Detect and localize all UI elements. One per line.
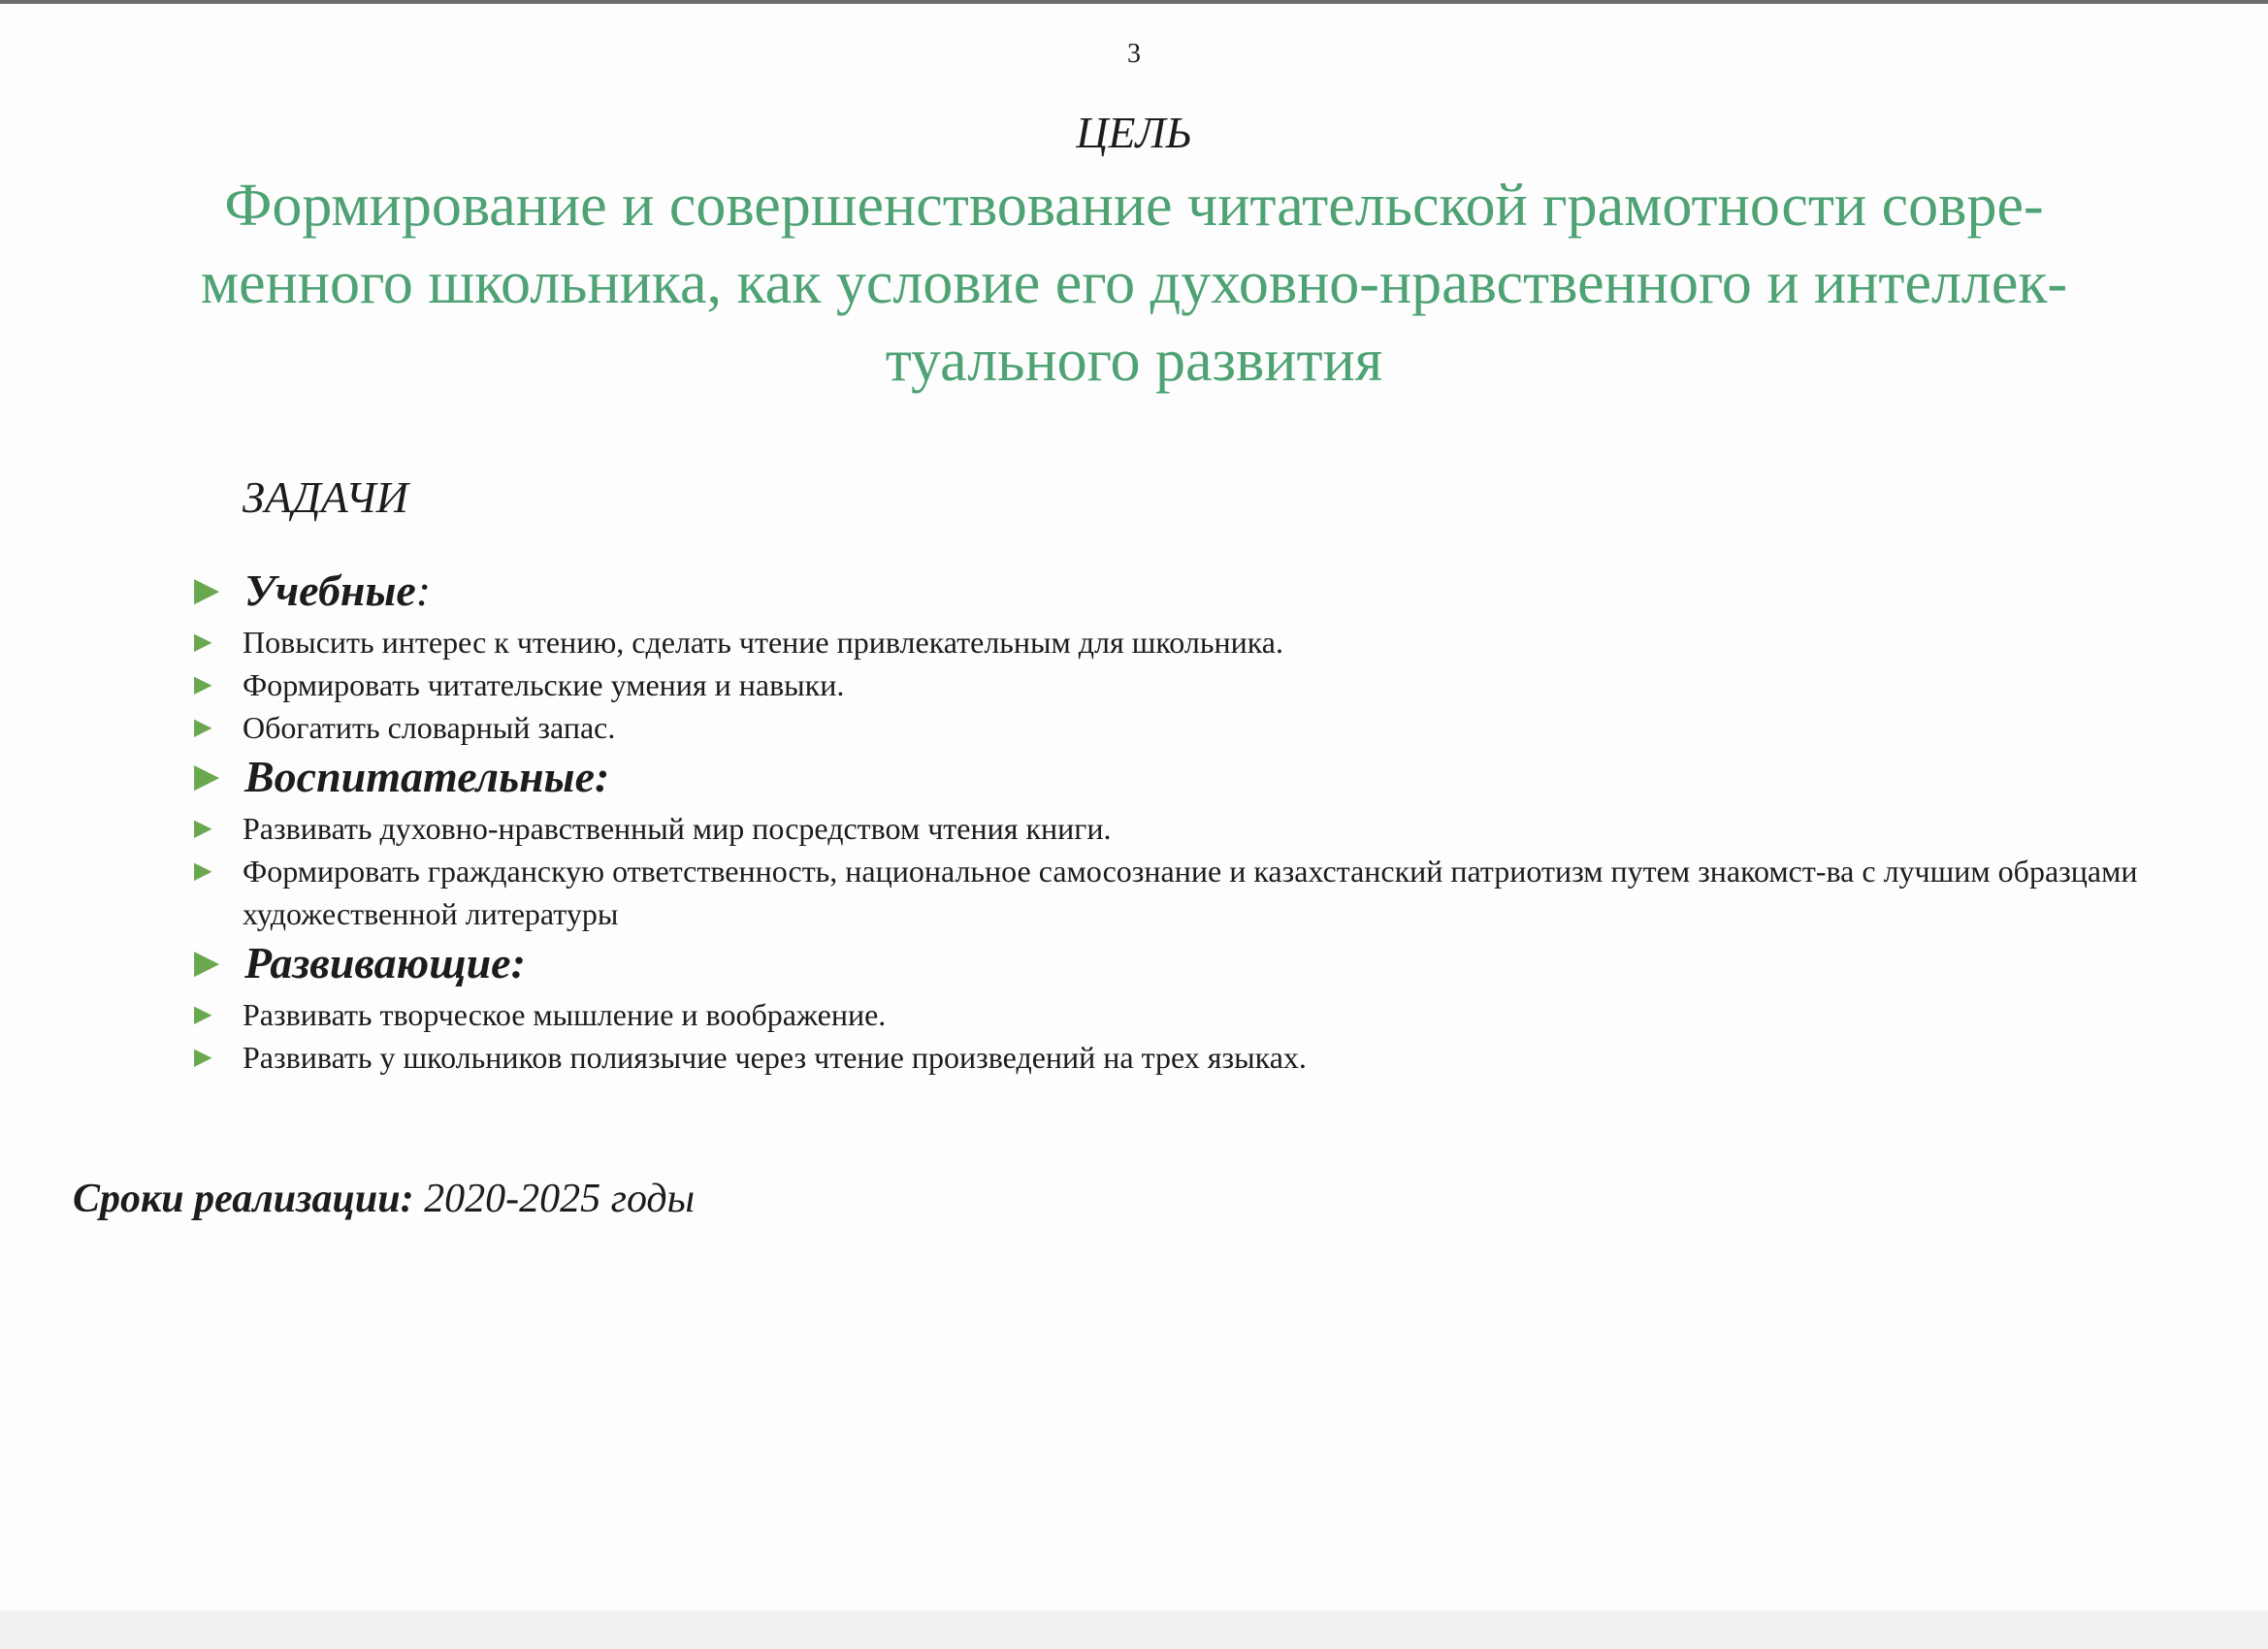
- page-number: 3: [1127, 39, 1141, 69]
- task-item: [194, 993, 2212, 1036]
- scan-top-edge: [0, 0, 2268, 4]
- goal-heading: ЦЕЛЬ: [1076, 108, 1192, 157]
- task-item-text: Развивать духовно-нравственный мир посредством чтения книги.: [243, 811, 1112, 846]
- task-list: [194, 563, 2212, 1079]
- task-item: [194, 663, 2212, 706]
- task-group-title-educational: [194, 563, 2212, 617]
- task-item-text: Обогатить словарный запас.: [243, 710, 616, 745]
- goal-line: Формирование и совершенствование читательской грамотности совре-: [224, 173, 2044, 239]
- task-item: [194, 706, 2212, 749]
- triangle-right-icon: ▶: [194, 572, 220, 608]
- task-group-title-upbringing: [194, 749, 2212, 803]
- triangle-right-icon: ▶: [194, 858, 212, 884]
- task-item-text: Развивать у школьников полиязычие через чтение произведений на трех языках.: [243, 1040, 1307, 1075]
- task-group-title-developmental: [194, 935, 2212, 989]
- implementation-period: [73, 1176, 695, 1222]
- triangle-right-icon: ▶: [194, 1002, 212, 1027]
- implementation-period-label: Сроки реализации:: [73, 1177, 414, 1221]
- goal-line: менного школьника, как условие его духовно-нравственного и интеллек-: [200, 250, 2068, 316]
- group-title-text: Учебные: [244, 565, 416, 615]
- group-title-text: Воспитательные:: [244, 751, 610, 801]
- task-item: [194, 807, 2212, 850]
- task-item-text: Развивать творческое мышление и воображение.: [243, 997, 887, 1032]
- triangle-right-icon: ▶: [194, 672, 212, 697]
- group-title-text: Развивающие:: [244, 937, 526, 987]
- task-item: [194, 621, 2212, 663]
- goal-line: туального развития: [885, 328, 1383, 394]
- triangle-right-icon: ▶: [194, 715, 212, 740]
- task-item-text: Повысить интерес к чтению, сделать чтение привлекательным для школьника.: [243, 625, 1283, 660]
- triangle-right-icon: ▶: [194, 630, 212, 655]
- implementation-period-value: 2020-2025 годы: [424, 1177, 696, 1221]
- tasks-heading: ЗАДАЧИ: [243, 472, 408, 522]
- task-item-text: Формировать читательские умения и навыки.: [243, 667, 845, 702]
- triangle-right-icon: ▶: [194, 759, 220, 794]
- triangle-right-icon: ▶: [194, 816, 212, 841]
- triangle-right-icon: ▶: [194, 945, 220, 981]
- goal-statement: [58, 167, 2210, 400]
- task-item: [194, 850, 2212, 935]
- scan-bottom-band: [0, 1610, 2268, 1649]
- group-title-colon: :: [415, 565, 432, 615]
- triangle-right-icon: ▶: [194, 1045, 212, 1070]
- task-item-text: Формировать гражданскую ответственность, национальное самосознание и казахстанский патриотизм путем знакомст-ва с лучшим образцами художественной литературы: [243, 854, 2138, 931]
- task-item: [194, 1036, 2212, 1079]
